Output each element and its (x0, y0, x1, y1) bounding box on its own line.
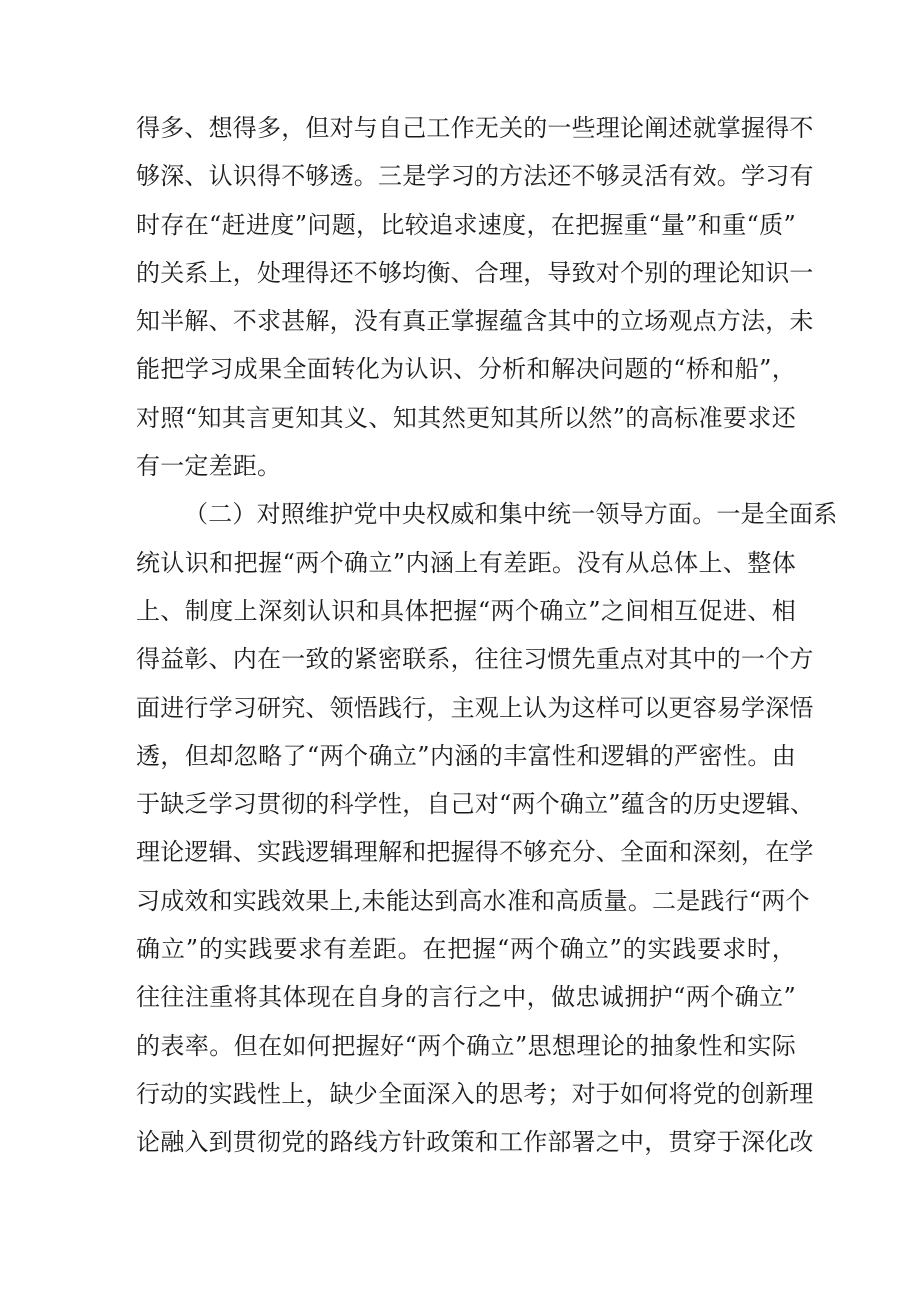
text-line: 习成效和实践效果上,未能达到高水准和高质量。二是践行“两个 (136, 886, 810, 915)
text-line: 确立”的实践要求有差距。在把握“两个确立”的实践要求时， (136, 935, 796, 964)
text-line: 往往注重将其体现在自身的言行之中，做忠诚拥护“两个确立” (136, 983, 796, 1012)
text-line: 的关系上，处理得还不够均衡、合理，导致对个别的理论知识一 (136, 258, 814, 287)
text-line: 的表率。但在如何把握好“两个确立”思想理论的抽象性和实际 (136, 1031, 796, 1060)
text-line: 知半解、不求甚解，没有真正掌握蕴含其中的立场观点方法，未 (136, 307, 814, 336)
text-line: 能把学习成果全面转化为认识、分析和解决问题的“桥和船”， (136, 355, 796, 384)
text-line: 统认识和把握“两个确立”内涵上有差距。没有从总体上、整体 (136, 548, 796, 577)
body-text (136, 104, 838, 1167)
text-line: 得多、想得多，但对与自己工作无关的一些理论阐述就掌握得不 (136, 114, 814, 142)
text-line: 上、制度上深刻认识和具体把握“两个确立”之间相互促进、相 (136, 596, 796, 625)
text-line: 够深、认识得不够透。三是学习的方法还不够灵活有效。学习有 (136, 162, 814, 191)
text-line: 对照“知其言更知其义、知其然更知其所以然”的高标准要求还 (136, 403, 796, 432)
text-line: 得益彰、内在一致的紧密联系，往往习惯先重点对其中的一个方 (136, 645, 814, 674)
text-line: 有一定差距。 (136, 452, 282, 481)
text-line: 透，但却忽略了“两个确立”内涵的丰富性和逻辑的严密性。由 (136, 741, 796, 770)
section-heading-line: （二）对照维护党中央权威和集中统一领导方面。一是全面系 (184, 500, 838, 529)
text-line: 论融入到贯彻党的路线方针政策和工作部署之中，贯穿于深化改 (136, 1128, 814, 1157)
text-line: 理论逻辑、实践逻辑理解和把握得不够充分、全面和深刻，在学 (136, 838, 814, 867)
text-line: 行动的实践性上，缺少全面深入的思考；对于如何将党的创新理 (136, 1079, 814, 1108)
text-line: 时存在“赶进度”问题，比较追求速度，在把握重“量”和重“质” (136, 210, 796, 239)
text-line: 面进行学习研究、领悟践行，主观上认为这样可以更容易学深悟 (136, 693, 814, 722)
text-line: 于缺乏学习贯彻的科学性，自己对“两个确立”蕴含的历史逻辑、 (136, 790, 815, 819)
